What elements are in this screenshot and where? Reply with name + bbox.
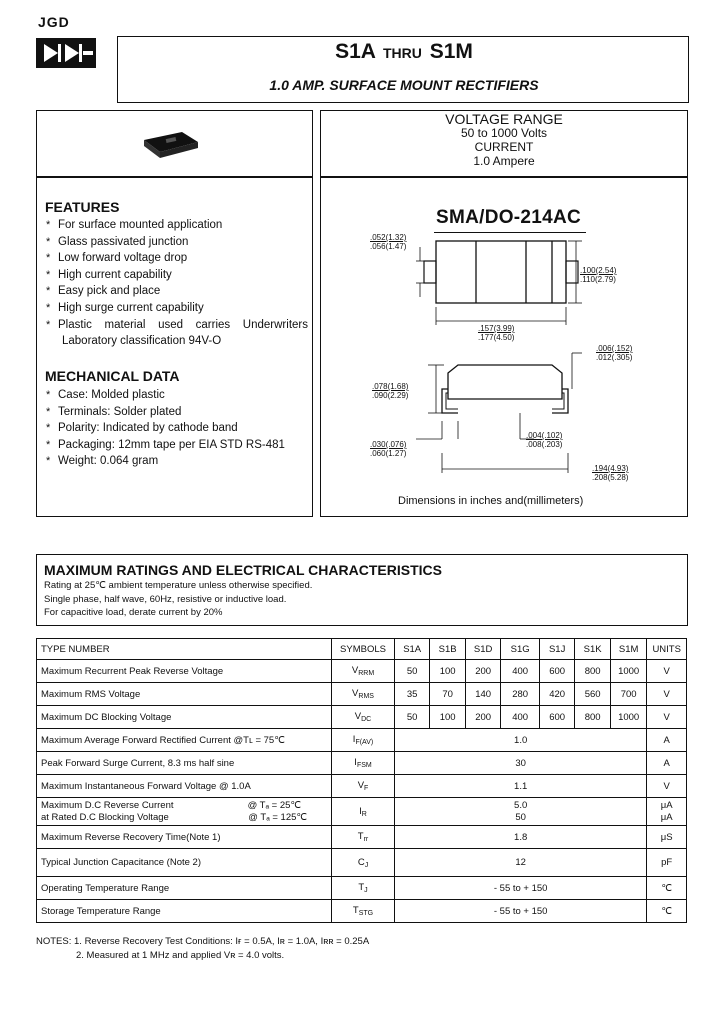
value-cell: 35 [394, 683, 429, 706]
table-row [37, 877, 687, 900]
symbol-sub: J [364, 861, 369, 869]
voltage-range-block [320, 112, 688, 168]
symbol-sub: R [361, 810, 367, 818]
value-cell: 50 [394, 706, 429, 729]
value-cell: 400 [501, 706, 540, 729]
value-line: 5.0 [514, 799, 528, 811]
note-line: NOTES: 1. Reverse Recovery Test Conditions: Iғ = 0.5A, Iʀ = 1.0A, Iʀʀ = 0.25A [36, 936, 370, 947]
value-cell: 200 [465, 706, 500, 729]
col-header: S1D [465, 639, 500, 660]
symbol-cell [332, 826, 395, 849]
col-header: UNITS [647, 639, 687, 660]
symbol-cell [332, 775, 395, 798]
unit-cell: V [647, 706, 687, 729]
symbol-main: V [351, 665, 359, 676]
unit-line: μA [660, 811, 673, 823]
symbol-cell [332, 660, 395, 683]
dim-value: .100(2.54) [580, 266, 617, 275]
symbol-cell [332, 752, 395, 775]
symbol-sub: FSM [356, 762, 372, 769]
page-subtitle: 1.0 AMP. SURFACE MOUNT RECTIFIERS [269, 77, 539, 93]
table-header-row [37, 639, 687, 660]
value-cell: 1000 [610, 660, 647, 683]
dim-value: .052(1.32) [370, 233, 407, 242]
value-cell: 1.8 [394, 826, 646, 849]
unit-cell: ℃ [647, 877, 687, 900]
table-row [37, 849, 687, 877]
voltage-range-value: 50 to 1000 Volts [460, 126, 548, 140]
symbol-sub: rr [363, 836, 369, 843]
param-cell: Storage Temperature Range [37, 900, 332, 923]
ratings-note: Single phase, half wave, 60Hz, resistive or inductive load. [44, 594, 287, 605]
dim-value: .194(4.93) [592, 464, 629, 473]
dim-value: .008(.203) [526, 440, 563, 449]
value-cell: 200 [465, 660, 500, 683]
feature-item: * High current capability [46, 267, 308, 284]
col-header: S1J [539, 639, 574, 660]
param-cell: Maximum Recurrent Peak Reverse Voltage [37, 660, 332, 683]
mechanical-list [46, 387, 308, 470]
table-row [37, 660, 687, 683]
unit-cell: μS [647, 826, 687, 849]
dim-value: .110(2.79) [580, 275, 616, 284]
current-value: 1.0 Ampere [473, 154, 535, 168]
title-part-a: S1A [335, 40, 376, 63]
param-cell: Maximum Instantaneous Forward Voltage @ 1.0A [37, 775, 332, 798]
param-line [41, 800, 327, 812]
sma-package-photo [138, 126, 202, 167]
param-cell: Typical Junction Capacitance (Note 2) [37, 849, 332, 877]
notes-block [36, 935, 369, 963]
value-cell: 100 [430, 706, 465, 729]
symbol-main: T [357, 831, 364, 842]
param-cell: Operating Temperature Range [37, 877, 332, 900]
symbol-cell [332, 706, 395, 729]
mechanical-item: * Packaging: 12mm tape per EIA STD RS-481 [46, 437, 308, 454]
symbol-main: T [352, 905, 359, 916]
symbol-sub: STG [358, 910, 374, 917]
value-cell: 140 [465, 683, 500, 706]
symbol-main: I [354, 757, 357, 768]
value-cell: 420 [539, 683, 574, 706]
feature-item: * Plastic material used carries Underwriters [46, 317, 308, 334]
table-row [37, 826, 687, 849]
value-cell: 50 [394, 660, 429, 683]
value-cell: - 55 to + 150 [394, 900, 646, 923]
value-cell: 1000 [610, 706, 647, 729]
symbol-cell [332, 798, 395, 826]
value-cell: 600 [539, 706, 574, 729]
unit-cell: pF [647, 849, 687, 877]
col-header: S1K [575, 639, 610, 660]
unit-line: μA [660, 799, 673, 811]
spec-table [36, 638, 687, 923]
param-condition: @ Tₐ = 125℃ [248, 811, 308, 823]
table-row [37, 775, 687, 798]
ratings-note: Rating at 25℃ ambient temperature unless otherwise specified. [44, 580, 313, 591]
package-top-view-drawing [320, 177, 688, 522]
dim-value: .012(.305) [596, 353, 633, 362]
dim-value: .056(1.47) [370, 242, 407, 251]
unit-cell: V [647, 683, 687, 706]
param-text: Maximum D.C Reverse Current [41, 799, 174, 811]
value-cell: 100 [430, 660, 465, 683]
current-heading: CURRENT [474, 140, 534, 154]
symbol-cell [332, 877, 395, 900]
symbol-main: I [352, 734, 356, 745]
symbol-main: V [352, 688, 359, 699]
param-cell: Maximum DC Blocking Voltage [37, 706, 332, 729]
dimensions-caption: Dimensions in inches and(millimeters) [398, 495, 584, 507]
feature-item: * For surface mounted application [46, 217, 308, 234]
mechanical-item: * Weight: 0.064 gram [46, 453, 308, 470]
dim-value: .157(3.99) [478, 324, 515, 333]
value-cell: 560 [575, 683, 610, 706]
diode-logo-icon [36, 38, 96, 68]
value-cell: 12 [394, 849, 646, 877]
ratings-note: For capacitive load, derate current by 20% [44, 607, 223, 618]
value-cell: 70 [430, 683, 465, 706]
value-cell: 1.1 [394, 775, 646, 798]
dim-label [370, 440, 406, 458]
dim-value: .090(2.29) [372, 391, 409, 400]
dim-value: .060(1.27) [370, 449, 407, 458]
unit-cell: V [647, 660, 687, 683]
feature-item: * Low forward voltage drop [46, 250, 308, 267]
symbol-sub: DC [361, 716, 372, 723]
param-condition: @ Tₐ = 25℃ [247, 799, 302, 811]
features-list [46, 217, 308, 350]
unit-cell [647, 798, 687, 826]
feature-item: * High surge current capability [46, 300, 308, 317]
value-cell [394, 798, 646, 826]
table-row [37, 729, 687, 752]
symbol-sub: F [364, 785, 369, 792]
dim-label [370, 233, 406, 251]
title-part-b: S1M [429, 40, 473, 63]
dim-label [372, 382, 408, 400]
param-line [41, 812, 327, 824]
param-cell: Maximum RMS Voltage [37, 683, 332, 706]
param-cell: Maximum Average Forward Rectified Current @Tʟ = 75℃ [37, 729, 332, 752]
dim-value: .004(.102) [526, 431, 563, 440]
unit-cell: A [647, 729, 687, 752]
unit-cell: V [647, 775, 687, 798]
symbol-sub: RMS [358, 693, 374, 700]
value-line: 50 [515, 811, 526, 823]
note-line: 2. Measured at 1 MHz and applied Vʀ = 4.0 volts. [76, 950, 285, 961]
value-cell: - 55 to + 150 [394, 877, 646, 900]
dim-label [596, 344, 632, 362]
title-thru: THRU [383, 45, 422, 61]
col-header: S1B [430, 639, 465, 660]
package-name: SMA/DO-214AC [436, 207, 582, 228]
feature-item: * Glass passivated junction [46, 234, 308, 251]
dim-label [526, 431, 562, 449]
logo-text: JGD [38, 14, 70, 30]
symbol-main: T [358, 882, 365, 893]
ratings-title: MAXIMUM RATINGS AND ELECTRICAL CHARACTERISTICS [44, 562, 442, 578]
symbol-cell [332, 683, 395, 706]
value-cell: 30 [394, 752, 646, 775]
symbol-sub: J [364, 887, 368, 894]
table-row [37, 900, 687, 923]
symbol-sub: RRM [358, 670, 375, 677]
dim-value: .030(.076) [370, 440, 407, 449]
table-row [37, 798, 687, 826]
col-header: S1A [394, 639, 429, 660]
symbol-main: V [357, 780, 365, 791]
voltage-range-heading: VOLTAGE RANGE [445, 111, 563, 127]
symbol-main: C [357, 856, 365, 868]
table-row [37, 683, 687, 706]
feature-item: * Easy pick and place [46, 283, 308, 300]
page-title [119, 40, 689, 64]
unit-cell: ℃ [647, 900, 687, 923]
dim-value: .208(5.28) [592, 473, 629, 482]
col-header: SYMBOLS [332, 639, 395, 660]
unit-cell: A [647, 752, 687, 775]
value-cell: 1.0 [394, 729, 646, 752]
value-cell: 800 [575, 706, 610, 729]
features-title: FEATURES [45, 199, 120, 215]
param-cell: Peak Forward Surge Current, 8.3 ms half sine [37, 752, 332, 775]
dim-label [478, 324, 514, 342]
table-row [37, 752, 687, 775]
symbol-cell [332, 729, 395, 752]
mechanical-item: * Polarity: Indicated by cathode band [46, 420, 308, 437]
param-cell [37, 798, 332, 826]
table-row [37, 706, 687, 729]
mechanical-item: * Terminals: Solder plated [46, 404, 308, 421]
feature-item-continued: Laboratory classification 94V-O [62, 335, 222, 348]
symbol-main: I [359, 805, 362, 817]
value-cell: 600 [539, 660, 574, 683]
symbol-main: V [354, 711, 362, 722]
param-cell: Maximum Reverse Recovery Time(Note 1) [37, 826, 332, 849]
value-cell: 800 [575, 660, 610, 683]
symbol-cell [332, 849, 395, 877]
symbol-sub: F(AV) [355, 739, 374, 746]
col-header: S1M [610, 639, 647, 660]
param-text: at Rated D.C Blocking Voltage [41, 811, 169, 823]
mechanical-item: * Case: Molded plastic [46, 387, 308, 404]
dim-label [592, 464, 628, 482]
dim-value: .177(4.50) [478, 333, 515, 342]
value-cell: 700 [610, 683, 647, 706]
col-header: TYPE NUMBER [37, 639, 332, 660]
symbol-cell [332, 900, 395, 923]
mechanical-title: MECHANICAL DATA [45, 368, 180, 384]
dim-value: .006(.152) [596, 344, 633, 353]
value-cell: 400 [501, 660, 540, 683]
col-header: S1G [501, 639, 540, 660]
dim-value: .078(1.68) [372, 382, 409, 391]
value-cell: 280 [501, 683, 540, 706]
dim-label [580, 266, 616, 284]
